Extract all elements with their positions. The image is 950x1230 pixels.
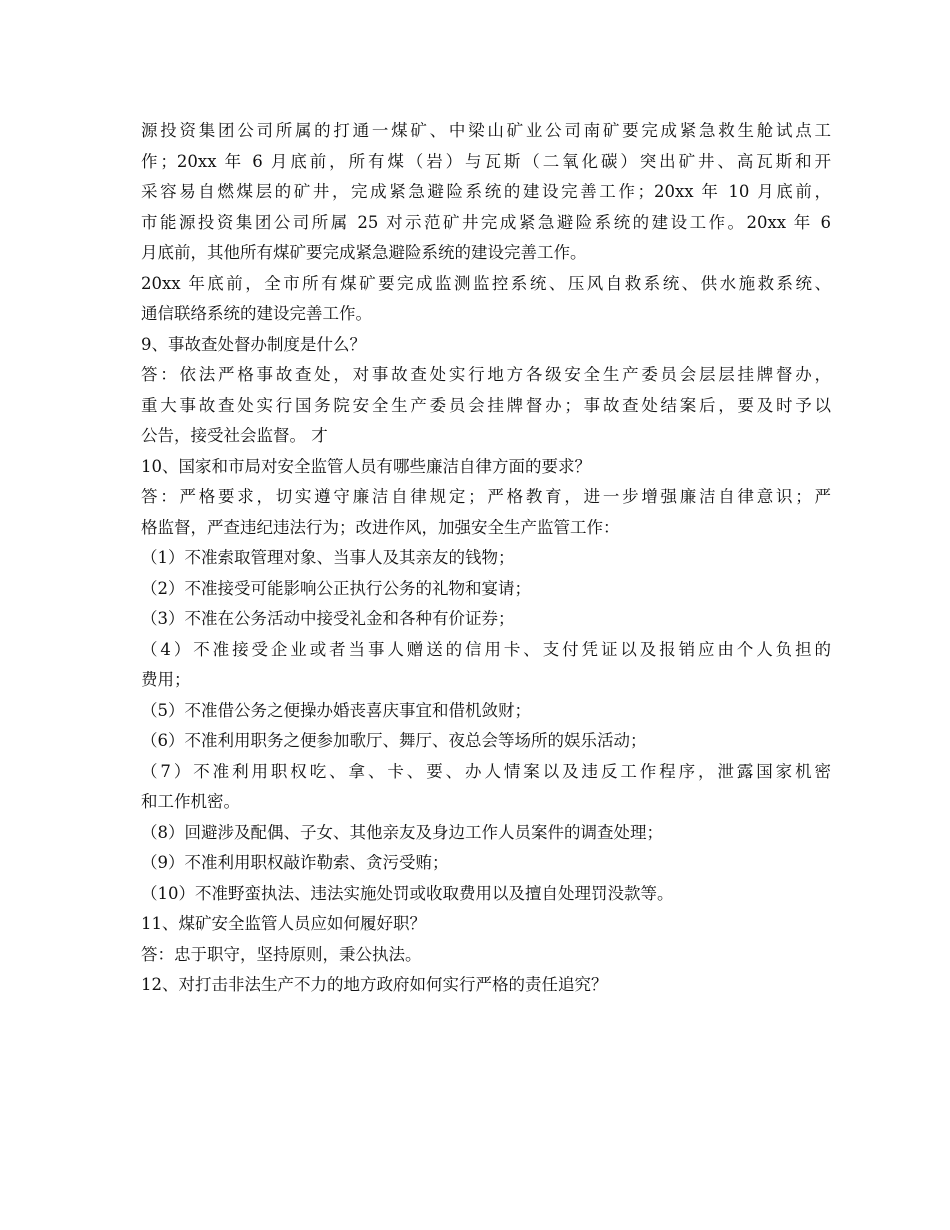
list-item: （9）不准利用职权敲诈勒索、贪污受贿；: [141, 853, 449, 872]
text-line: 费用；: [141, 670, 191, 689]
text-line: 源投资集团公司所属的打通一煤矿、中梁山矿业公司南矿要完成紧急救生舱试点工: [141, 121, 831, 140]
question-heading: 12、对打击非法生产不力的地方政府如何实行严格的责任追究？: [141, 975, 608, 994]
list-item: （10）不准野蛮执法、违法实施处罚或收取费用以及擅自处理罚没款等。: [141, 883, 674, 903]
answer-line: 答：严格要求，切实遵守廉洁自律规定；严格教育，进一步增强廉洁自律意识；严: [141, 487, 831, 506]
text-line: 20xx 年底前，全市所有煤矿要完成监测监控系统、压风自救系统、供水施救系统、: [141, 273, 831, 293]
list-item: （7）不准利用职权吃、拿、卡、要、办人情案以及违反工作程序，泄露国家机密: [141, 761, 831, 781]
answer-line: 答：依法严格事故查处，对事故查处实行地方各级安全生产委员会层层挂牌督办，: [141, 365, 831, 384]
text-line: 通信联络系统的建设完善工作。: [141, 304, 372, 323]
list-item: （3）不准在公务活动中接受礼金和各种有价证券；: [141, 609, 515, 628]
text-line: 市能源投资集团公司所属 25 对示范矿井完成紧急避险系统的建设工作。20xx 年 6: [141, 212, 831, 232]
text-line: 作；20xx 年 6 月底前，所有煤（岩）与瓦斯（二氧化碳）突出矿井、高瓦斯和开: [141, 151, 831, 171]
text-line: 重大事故查处实行国务院安全生产委员会挂牌督办；事故查处结案后，要及时予以: [141, 395, 831, 415]
text-line: 月底前，其他所有煤矿要完成紧急避险系统的建设完善工作。: [141, 243, 587, 262]
list-item: （5）不准借公务之便操办婚丧喜庆事宜和借机敛财；: [141, 700, 531, 720]
list-item: （6）不准利用职务之便参加歌厅、舞厅、夜总会等场所的娱乐活动；: [141, 731, 647, 750]
list-item: （1）不准索取管理对象、当事人及其亲友的钱物；: [141, 548, 515, 567]
document-body: [141, 116, 831, 1001]
list-item: （8）回避涉及配偶、子女、其他亲友及身边工作人员案件的调查处理；: [141, 822, 663, 842]
question-heading: 11、煤矿安全监管人员应如何履好职？: [141, 914, 426, 933]
list-item: （4）不准接受企业或者当事人赠送的信用卡、支付凭证以及报销应由个人负担的: [141, 639, 831, 659]
text-line: 格监督，严查违纪违法行为；改进作风，加强安全生产监管工作：: [141, 517, 620, 537]
text-line: 采容易自燃煤层的矿井，完成紧急避险系统的建设完善工作；20xx 年 10 月底前，: [141, 182, 831, 201]
text-line: 和工作机密。: [141, 792, 240, 811]
answer-line: 答：忠于职守，坚持原则，秉公执法。: [141, 944, 422, 964]
list-item: （2）不准接受可能影响公正执行公务的礼物和宴请；: [141, 578, 531, 598]
question-heading: 9、事故查处督办制度是什么？: [141, 334, 366, 354]
text-line: 公告，接受社会监督。 才: [141, 426, 328, 445]
question-heading: 10、国家和市局对安全监管人员有哪些廉洁自律方面的要求？: [141, 456, 591, 476]
